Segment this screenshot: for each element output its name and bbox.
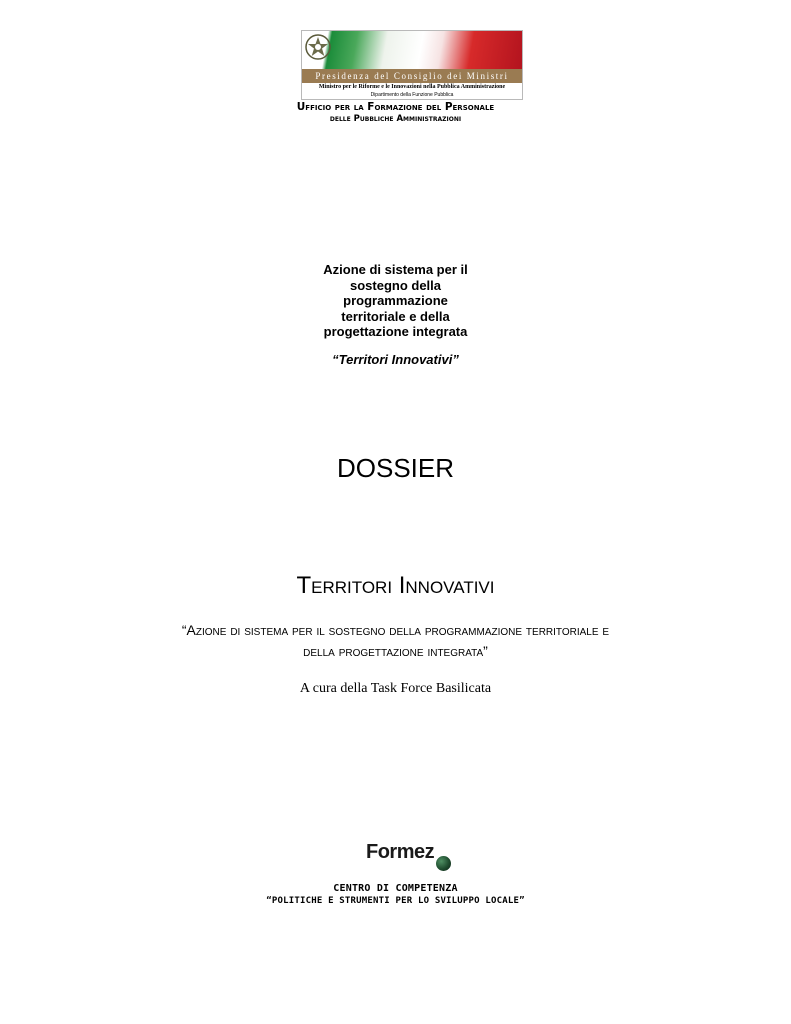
header-banner (301, 30, 523, 100)
azione-quote: “Territori Innovativi” (332, 352, 459, 367)
document-title: Territori Innovativi (296, 572, 495, 599)
formez-logo: Formez (366, 841, 435, 863)
office-name-line1: Ufficio per la Formazione del Personale (296, 101, 495, 113)
subtitle-line: “Azione di sistema per il sostegno della programmazione territoriale e (181, 622, 610, 638)
azione-line: progettazione integrata (323, 324, 468, 339)
azione-line: Azione di sistema per il (323, 262, 468, 277)
centro-subtitle: “POLITICHE E STRUMENTI PER LO SVILUPPO LOCALE” (266, 896, 525, 906)
republic-emblem-icon (304, 33, 332, 61)
azione-heading (0, 262, 791, 340)
office-name-line2: delle Pubbliche Amministrazioni (329, 114, 462, 124)
curator-line: A cura della Task Force Basilicata (299, 681, 492, 696)
azione-line: sostegno della (349, 277, 442, 293)
banner-ministry-line: Ministro per le Riforme e le Innovazioni nella Pubblica Amministrazione (318, 84, 506, 90)
azione-line: territoriale e della (341, 308, 450, 324)
centro-title: CENTRO DI COMPETENZA (333, 883, 458, 894)
document-subtitle (0, 620, 791, 662)
banner-department-line: Dipartimento della Funzione Pubblica (370, 92, 454, 98)
formez-globe-icon (436, 856, 451, 871)
dossier-title: DOSSIER (336, 453, 455, 483)
subtitle-line: della progettazione integrata” (303, 643, 488, 659)
azione-line: programmazione (343, 293, 448, 308)
banner-title: Presidenza del Consiglio dei Ministri (302, 69, 522, 83)
